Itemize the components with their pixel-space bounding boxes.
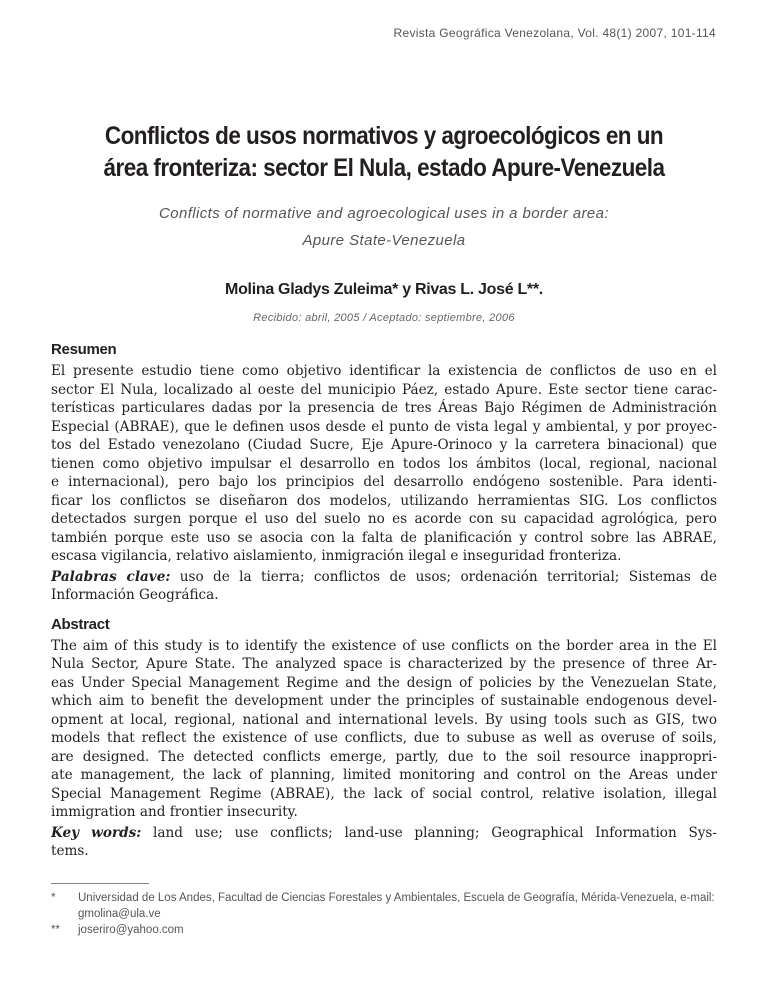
text-line: which aim to benefit the development under the principles of sustainable endogenous devel- xyxy=(51,693,717,709)
received-dates: Recibido: abril, 2005 / Aceptado: septiembre, 2006 xyxy=(253,312,515,324)
footnote-divider xyxy=(51,883,149,884)
resumen-lines xyxy=(51,362,717,566)
palabras-clave xyxy=(51,568,717,605)
article-subtitle xyxy=(0,200,768,254)
footnote-text: joseriro@yahoo.com xyxy=(78,923,184,936)
keywords-label: Key words: xyxy=(51,824,142,841)
footnote-text: Universidad de Los Andes, Facultad de Ciencias Forestales y Ambientales, Escuela de Geografía, Mérida-Venezuela, e-mail: gmolina@ula.ve xyxy=(78,891,715,920)
text-line: escasa vigilancia, relativo aislamiento, inmigración ilegal e inseguridad fronteriza. xyxy=(51,548,622,564)
text-line: ficar los conflictos se diseñaron dos modelos, utilizando herramientas SIG. Los conflictos xyxy=(51,492,717,509)
text-line: tos del Estado venezolano (Ciudad Sucre, Eje Apure-Orinoco y la carretera binacional) que xyxy=(51,437,717,453)
text-line: sector El Nula, localizado al oeste del municipio Páez, estado Apure. Este sector tiene carac- xyxy=(51,381,717,398)
key-words xyxy=(51,824,717,861)
subtitle-line: Apure State-Venezuela xyxy=(302,232,466,249)
text-line: Nula Sector, Apure State. The analyzed space is characterized by the presence of three Ar- xyxy=(51,656,717,672)
text-line: immigration and frontier insecurity. xyxy=(51,804,298,820)
footnote-mark: * xyxy=(51,891,56,904)
text-line: are designed. The detected conflicts emerge, partly, due to the soil resource inappropri- xyxy=(51,748,717,765)
keywords-label: Palabras clave: xyxy=(51,568,171,585)
text-line: opment at local, regional, national and international levels. By using tools such as GIS, two xyxy=(51,711,717,728)
text-line: models that reflect the existence of use conflicts, due to subuse as well as overuse of soils, xyxy=(51,730,717,746)
subtitle-line: Conflicts of normative and agroecological uses in a border area: xyxy=(158,205,609,222)
text-line: Especial (ABRAE), que le definen usos desde el punto de vista legal y ambiental, y por proyec- xyxy=(51,418,717,435)
text-line: El presente estudio tiene como objetivo identificar la existencia de conflictos de uso en el xyxy=(51,363,717,379)
article-body xyxy=(51,340,717,938)
title-line: Conflictos de usos normativos y agroecológicos en un xyxy=(104,122,664,150)
title-line: área fronteriza: sector El Nula, estado Apure-Venezuela xyxy=(103,154,665,182)
footnote-1 xyxy=(51,890,717,922)
text-line: también porque este uso se asocia con la falta de planificación y control sobre las ABRAE, xyxy=(51,529,717,546)
footnote-2 xyxy=(51,922,717,938)
text-line: e internacional), pero bajo los principios del desarrollo endógeno sostenible. Para identi- xyxy=(51,474,717,490)
article-title xyxy=(0,120,768,184)
text-line: The aim of this study is to identify the existence of use conflicts on the border area in the El xyxy=(51,637,717,654)
keywords-text: land use; use conflicts; land-use planning; Geographical Information Sys- xyxy=(141,824,717,841)
keywords-text: Información Geográfica. xyxy=(51,587,219,603)
authors: Molina Gladys Zuleima* y Rivas L. José L**. xyxy=(225,281,543,298)
footnote-mark: ** xyxy=(51,923,60,936)
text-line: Special Management Regime (ABRAE), the lack of social control, relative isolation, illegal xyxy=(51,785,717,802)
abstract-body xyxy=(51,637,717,822)
abstract-heading: Abstract xyxy=(51,615,110,633)
text-line: terísticas particulares dadas por la presencia de tres Áreas Bajo Régimen de Administración xyxy=(51,400,717,416)
resumen-heading: Resumen xyxy=(51,341,117,358)
resumen-body xyxy=(51,362,717,566)
text-line: detectados surgen porque el uso del suelo no es acorde con su capacidad agrológica, pero xyxy=(51,511,717,527)
text-line: tienen como objetivo impulsar el desarrollo en todos los ámbitos (local, regional, nacional xyxy=(51,455,717,472)
keywords-text: uso de la tierra; conflictos de usos; ordenación territorial; Sistemas de xyxy=(170,568,717,585)
text-line: ate management, the lack of planning, limited monitoring and control on the Areas under xyxy=(51,767,717,783)
abstract-lines xyxy=(51,637,717,822)
keywords-text: tems. xyxy=(51,843,89,859)
journal-header: Revista Geográfica Venezolana, Vol. 48(1) 2007, 101-114 xyxy=(393,26,716,40)
text-line: eas Under Special Management Regime and the design of policies by the Venezuelan State, xyxy=(51,674,717,691)
